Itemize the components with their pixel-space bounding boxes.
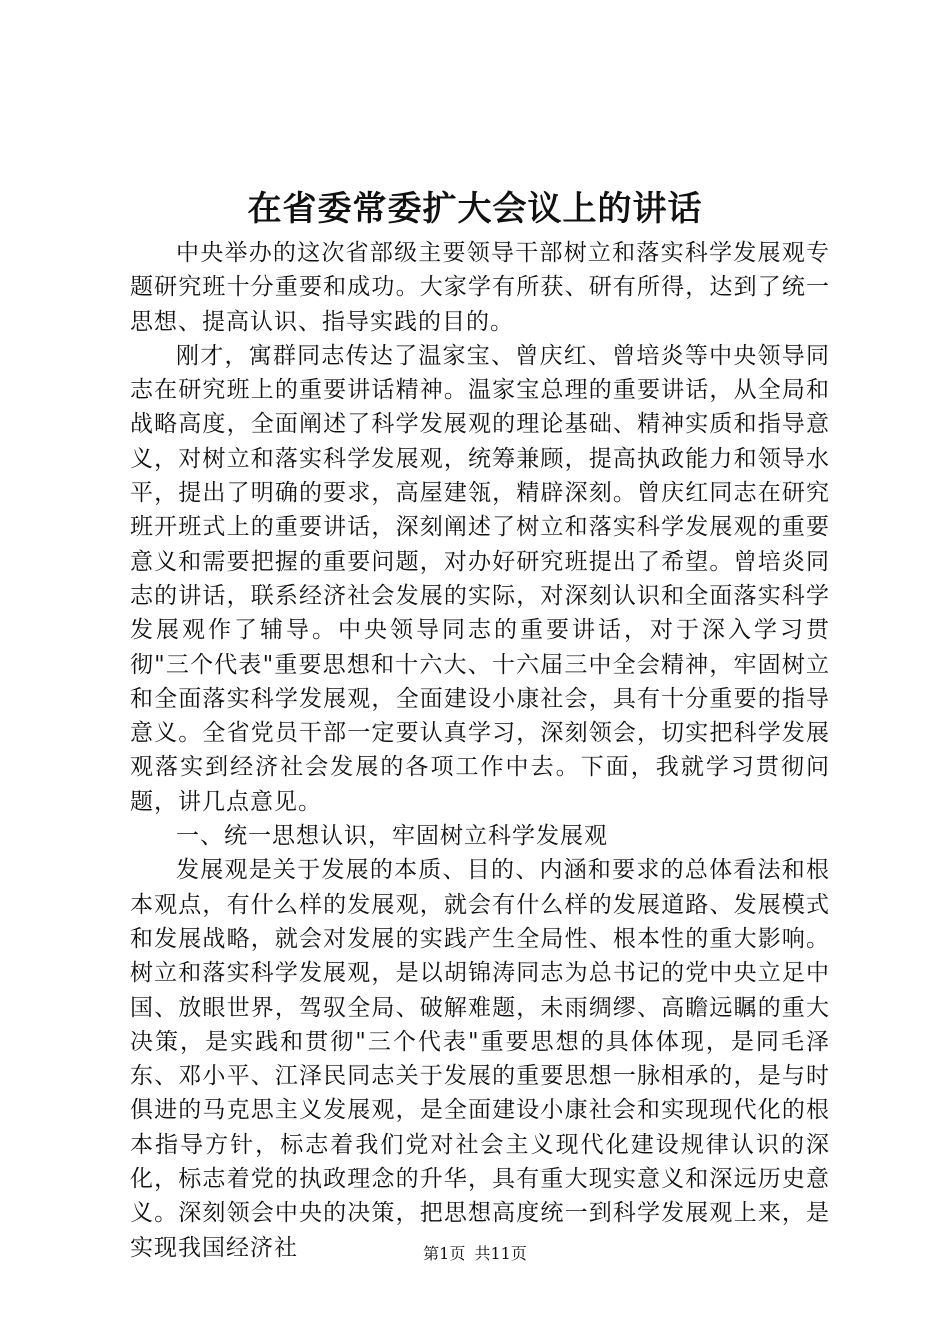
page-number-current: 第1页 bbox=[423, 1244, 466, 1263]
section-heading-1: 一、统一思想认识，牢固树立科学发展观 bbox=[176, 823, 608, 850]
page-footer bbox=[0, 1242, 950, 1266]
document-title: 在省委常委扩大会议上的讲话 bbox=[247, 189, 703, 229]
paragraph-intro: 中央举办的这次省部级主要领导干部树立和落实科学发展观专题研究班十分重要和成功。大家学有所获、研有所得，达到了统一思想、提高认识、指导实践的目的。 bbox=[130, 240, 830, 335]
paragraph-speeches: 刚才，寓群同志传达了温家宝、曾庆红、曾培炎等中央领导同志在研究班上的重要讲话精神。温家宝总理的重要讲话，从全局和战略高度，全面阐述了科学发展观的理论基础、精神实质和指导意义，对树立和落实科学发展观，统筹兼顾，提高执政能力和领导水平，提出了明确的要求，高屋建瓴，精辟深刻。曾庆红同志在研究班开班式上的重要讲话，深刻阐述了树立和落实科学发展观的重要意义和需要把握的重要问题，对办好研究班提出了希望。曾培炎同志的讲话，联系经济社会发展的实际，对深刻认识和全面落实科学发展观作了辅导。中央领导同志的重要讲话，对于深入学习贯彻"三个代表"重要思想和十六大、十六届三中全会精神，牢固树立和全面落实科学发展观，全面建设小康社会，具有十分重要的指导意义。全省党员干部一定要认真学习，深刻领会，切实把科学发展观落实到经济社会发展的各项工作中去。下面，我就学习贯彻问题，讲几点意见。 bbox=[130, 342, 830, 815]
page-number-total: 共11页 bbox=[474, 1244, 527, 1263]
document-body bbox=[130, 236, 830, 1265]
paragraph-development-view: 发展观是关于发展的本质、目的、内涵和要求的总体看法和根本观点，有什么样的发展观，就会有什么样的发展道路、发展模式和发展战略，就会对发展的实践产生全局性、根本性的重大影响。树立和落实科学发展观，是以胡锦涛同志为总书记的党中央立足中国、放眼世界，驾驭全局、破解难题，未雨绸缪、高瞻远瞩的重大决策，是实践和贯彻"三个代表"重要思想的具体体现，是同毛泽东、邓小平、江泽民同志关于发展的重要思想一脉相承的，是与时俱进的马克思主义发展观，是全面建设小康社会和实现现代化的根本指导方针，标志着我们党对社会主义现代化建设规律认识的深化，标志着党的执政理念的升华，具有重大现实意义和深远历史意义。深刻领会中央的决策，把思想高度统一到科学发展观上来，是实现我国经济社 bbox=[130, 857, 830, 1261]
